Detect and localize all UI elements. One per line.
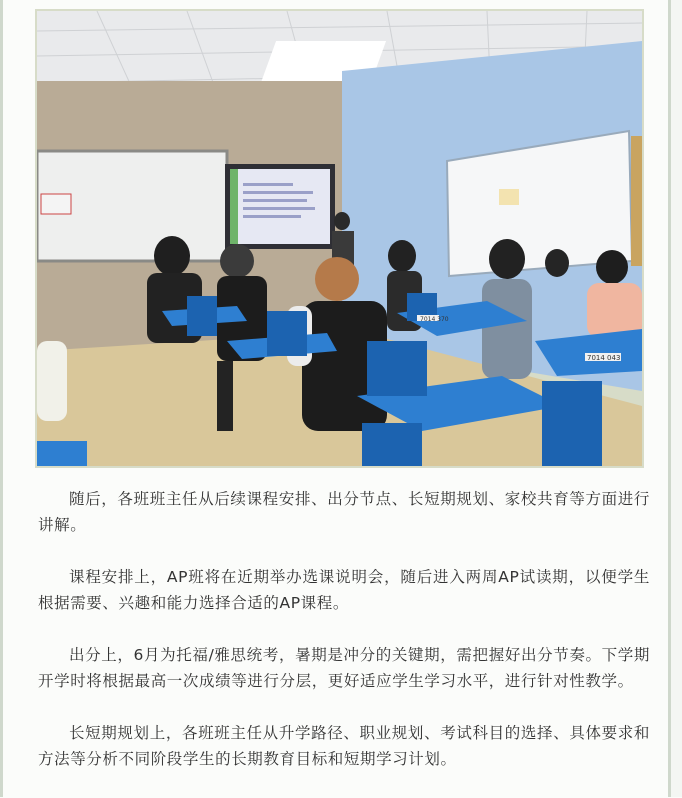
article-body <box>38 486 650 798</box>
desk-label-a: 7014 370 <box>420 316 449 323</box>
paragraph-long-short-term-plan: 长短期规划上，各班班主任从升学路径、职业规划、考试科目的选择、具体要求和方法等分析不同阶段学生的长期教育目标和短期学习计划。 <box>38 724 650 768</box>
right-margin <box>671 0 682 797</box>
desk-label-b: 7014 043 <box>587 354 621 362</box>
paragraph-intro: 随后，各班班主任从后续课程安排、出分节点、长短期规划、家校共育等方面进行讲解。 <box>38 490 650 534</box>
classroom-photo <box>37 11 642 466</box>
left-border <box>0 0 3 797</box>
photo-frame <box>35 9 644 468</box>
paragraph-score-timeline: 出分上，6月为托福/雅思统考，暑期是冲分的关键期，需把握好出分节奏。下学期开学时将根据最高一次成绩等进行分层，更好适应学生学习水平，进行针对性教学。 <box>38 646 650 690</box>
paragraph-course-arrangement: 课程安排上，AP班将在近期举办选课说明会，随后进入两周AP试读期，以便学生根据需要、兴趣和能力选择合适的AP课程。 <box>38 568 650 612</box>
